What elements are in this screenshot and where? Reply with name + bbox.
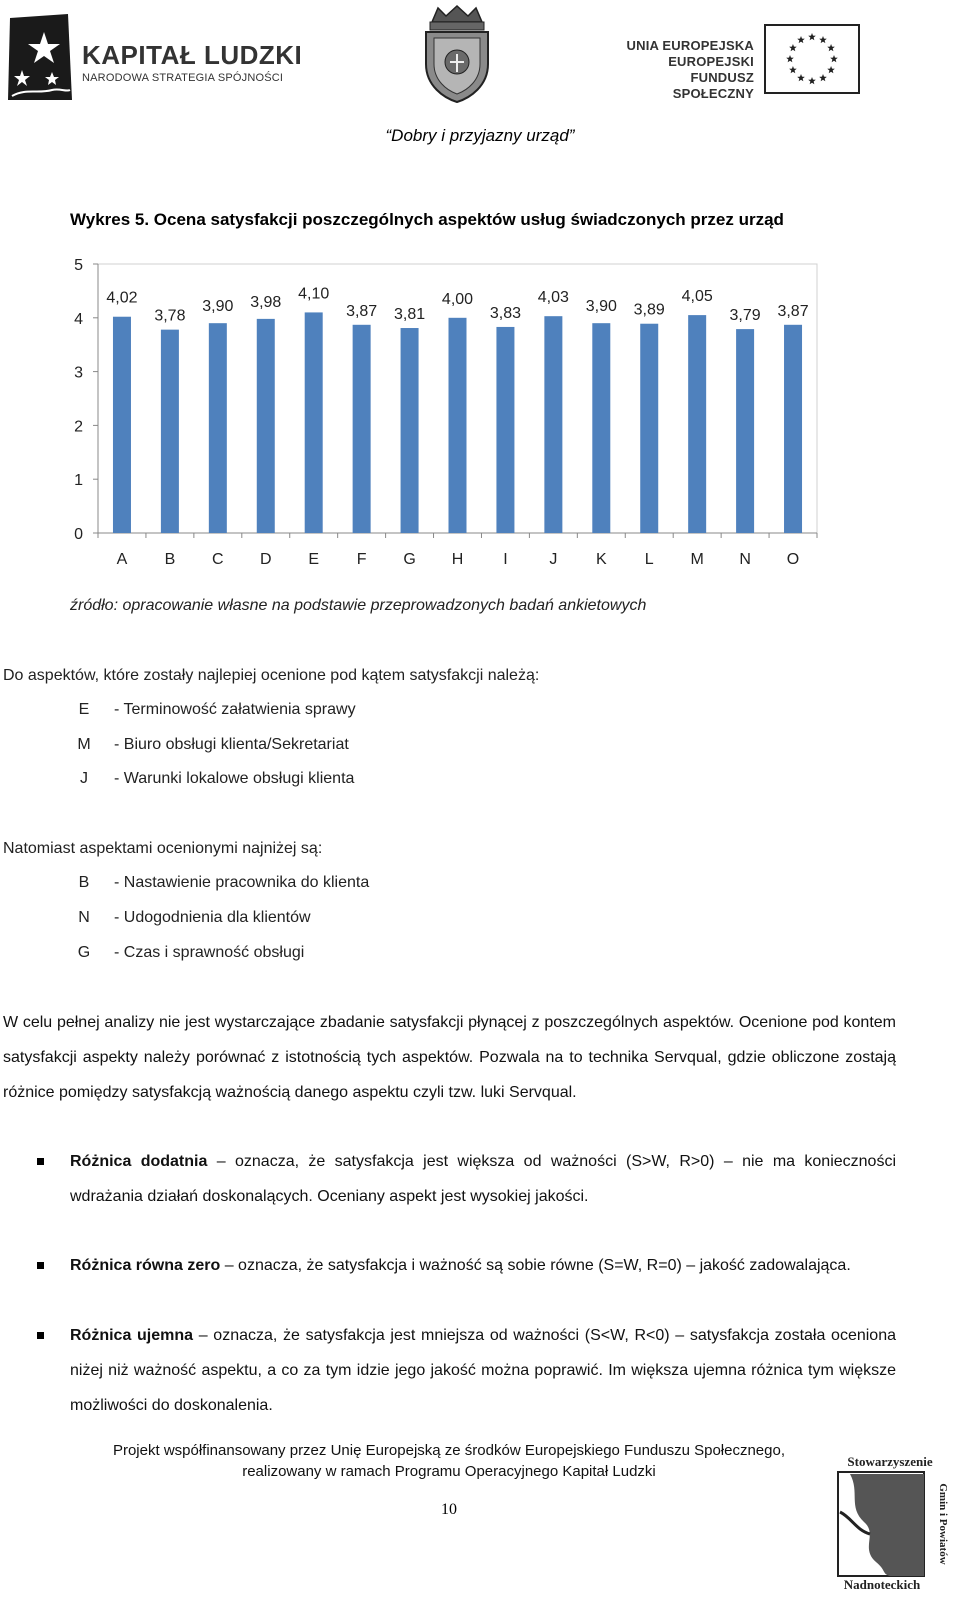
- y-tick-label: 4: [74, 310, 83, 328]
- bar-value-label: 3,90: [585, 298, 617, 316]
- x-category-label: C: [212, 551, 224, 568]
- eu-line-3: FUNDUSZ SPOŁECZNY: [672, 70, 754, 101]
- bar: [353, 325, 371, 533]
- bar-value-label: 3,90: [202, 298, 234, 316]
- stowarzyszenie-logo: [830, 1452, 950, 1592]
- bar: [736, 329, 754, 533]
- worst-aspects-intro: Natomiast aspektami ocenionymi najniżej są:: [3, 840, 323, 857]
- stow-side-label: Gmin i Powiatów: [937, 1483, 949, 1565]
- x-category-label: J: [549, 551, 558, 568]
- page-number: 10: [441, 1501, 457, 1518]
- bar-value-label: 3,79: [729, 307, 761, 325]
- bar-value-label: 3,87: [346, 302, 378, 320]
- aspect-code: M: [77, 736, 91, 753]
- bullet-text: – oznacza, że satysfakcja jest mniejsza od ważności (S<W, R<0) – satysfakcja została oceniona niżej niż ważność aspektu, a co za tym idzie jego jakość można poprawić. Im większa ujemna różnica tym większe możliwości do doskonalenia.: [70, 1327, 896, 1414]
- bar-value-label: 4,03: [537, 289, 569, 307]
- bar-value-label: 3,83: [489, 304, 522, 322]
- aspect-description: - Biuro obsługi klienta/Sekretariat: [114, 736, 349, 753]
- header-motto: “Dobry i przyjazny urząd”: [385, 126, 575, 145]
- bar: [449, 318, 467, 533]
- aspect-description: - Udogodnienia dla klientów: [114, 909, 311, 926]
- bullet-text: – oznacza, że satysfakcja i ważność są sobie równe (S=W, R=0) – jakość zadowalająca.: [220, 1257, 851, 1274]
- aspect-description: - Warunki lokalowe obsługi klienta: [114, 770, 355, 787]
- bullet-text: – oznacza, że satysfakcja jest większa od ważności (S>W, R>0) – nie ma konieczności wdrażania działań doskonalących. Oceniany aspekt jest wysokiej jakości.: [70, 1153, 897, 1205]
- bar: [496, 327, 514, 533]
- eu-flag-icon: [764, 24, 860, 94]
- footer-line-1: Projekt współfinansowany przez Unię Europejską ze środków Europejskiego Funduszu Społecznego,: [112, 1442, 786, 1459]
- aspect-description: - Nastawienie pracownika do klienta: [114, 874, 370, 891]
- bullet-square-icon: [37, 1332, 44, 1339]
- x-category-label: K: [595, 551, 607, 568]
- bar: [544, 316, 562, 533]
- y-tick-label: 3: [74, 364, 83, 382]
- bar: [688, 315, 706, 533]
- x-category-label: G: [403, 551, 416, 568]
- bar-value-label: 4,05: [681, 288, 713, 306]
- x-category-label: O: [786, 551, 800, 568]
- bullet-square-icon: [37, 1262, 44, 1269]
- bar: [592, 323, 610, 533]
- aspect-code: E: [78, 701, 90, 718]
- bar-chart: [0, 240, 960, 580]
- footer-line-2: realizowany w ramach Programu Operacyjnego Kapitał Ludzki: [242, 1463, 656, 1480]
- bullet-term: Różnica ujemna: [70, 1327, 194, 1344]
- aspect-code: G: [77, 944, 91, 961]
- bar-value-label: 3,89: [633, 301, 665, 319]
- eu-line-1: UNIA EUROPEJSKA: [626, 38, 754, 53]
- aspect-code: N: [78, 909, 90, 926]
- eu-logo-text: [626, 38, 754, 102]
- y-tick-label: 2: [74, 418, 83, 436]
- kapital-ludzki-logo-icon: [8, 14, 74, 102]
- aspect-description: - Terminowość załatwienia sprawy: [114, 701, 356, 718]
- bullet-negative: [70, 1318, 896, 1423]
- bar: [305, 312, 323, 533]
- x-category-label: L: [644, 551, 654, 568]
- town-crest-icon: [414, 4, 500, 104]
- bar: [161, 330, 179, 533]
- bar-value-label: 4,10: [298, 285, 330, 303]
- y-tick-label: 5: [74, 257, 83, 274]
- aspect-code: B: [78, 874, 90, 891]
- bar: [401, 328, 419, 533]
- aspect-code: J: [80, 770, 88, 787]
- bar: [113, 317, 131, 533]
- x-category-label: F: [356, 551, 367, 568]
- best-aspects-intro: Do aspektów, które zostały najlepiej ocenione pod kątem satysfakcji należą:: [3, 667, 540, 684]
- x-category-label: B: [164, 551, 176, 568]
- bar-value-label: 3,87: [777, 302, 809, 320]
- x-category-label: E: [308, 551, 320, 568]
- bar: [209, 323, 227, 533]
- bullet-zero: [70, 1248, 896, 1283]
- y-tick-label: 0: [74, 526, 83, 543]
- kapital-ludzki-subtitle: NARODOWA STRATEGIA SPÓJNOŚCI: [82, 72, 284, 84]
- chart-title: Wykres 5. Ocena satysfakcji poszczególnych aspektów usług świadczonych przez urząd: [70, 210, 784, 229]
- chart-source: źródło: opracowanie własne na podstawie przeprowadzonych badań ankietowych: [70, 597, 647, 614]
- bullet-term: Różnica równa zero: [70, 1257, 221, 1274]
- kapital-ludzki-name: KAPITAŁ LUDZKI: [82, 40, 303, 70]
- x-category-label: D: [259, 551, 272, 568]
- x-category-label: N: [739, 551, 751, 568]
- bar: [784, 325, 802, 533]
- bullet-positive: [70, 1144, 896, 1214]
- y-tick-label: 1: [74, 472, 83, 490]
- kapital-ludzki-logo-text: [82, 42, 302, 84]
- bar-value-label: 3,98: [250, 293, 282, 311]
- x-category-label: M: [690, 551, 704, 568]
- bar: [640, 324, 658, 533]
- bar-value-label: 3,81: [393, 306, 426, 324]
- eu-line-2: EUROPEJSKI: [668, 54, 754, 69]
- bar-value-label: 4,02: [106, 289, 138, 307]
- stow-bottom-label: Nadnoteckich: [843, 1577, 921, 1592]
- x-category-label: A: [116, 551, 128, 568]
- bullet-term: Różnica dodatnia: [70, 1153, 208, 1170]
- analysis-paragraph: W celu pełnej analizy nie jest wystarczające zbadanie satysfakcji płynącej z poszczególnych aspektów. Ocenione pod kontem satysfakcji aspekty należy porównać z istotnością tych aspektów. Pozwala na to technika Servqual, gdzie obliczone zostają różnice pomiędzy satysfakcją ważnością danego aspektu czyli tzw. luki Servqual.: [3, 1014, 896, 1101]
- footer-text: [0, 1440, 898, 1482]
- x-category-label: I: [503, 551, 508, 568]
- x-category-label: H: [451, 551, 464, 568]
- bar-value-label: 3,78: [154, 307, 186, 325]
- bar-value-label: 4,00: [441, 290, 474, 308]
- bullet-square-icon: [37, 1158, 44, 1165]
- stow-top-label: Stowarzyszenie: [847, 1454, 933, 1469]
- bar: [257, 319, 275, 533]
- aspect-description: - Czas i sprawność obsługi: [114, 944, 305, 961]
